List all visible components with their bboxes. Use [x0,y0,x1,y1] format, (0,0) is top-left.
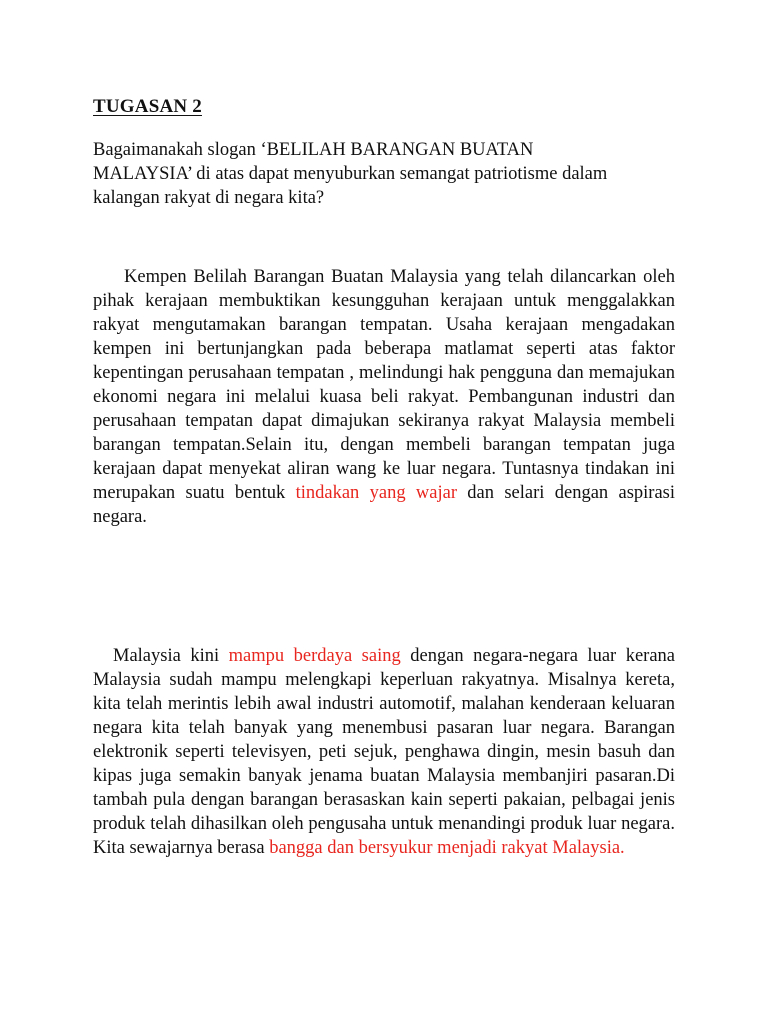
paragraph-2-highlight-1: mampu berdaya saing [228,646,401,666]
paragraph-1-text-before: Kempen Belilah Barangan Buatan Malaysia yang telah dilancarkan oleh pihak kerajaan membuktikan kesungguhan kerajaan untuk menggalakkan rakyat mengutamakan barangan tempatan. Usaha kerajaan mengadakan kempen ini bertunjangkan pada beberapa matlamat seperti atas faktor kepentingan perusahaan tempatan , melindungi hak pengguna dan memajukan ekonomi negara ini melalui kuasa beli rakyat. Pembangunan industri dan perusahaan tempatan dapat dimajukan sekiranya rakyat Malaysia membeli barangan tempatan.Selain itu, dengan membeli barangan tempatan juga kerajaan dapat menyekat aliran wang ke luar negara. Tuntasnya tindakan ini merupakan suatu bentuk [93,267,675,503]
document-title: TUGASAN 2 [93,96,202,117]
paragraph-1 [93,265,675,529]
paragraph-2 [93,644,675,860]
paragraph-2-text-before: Malaysia kini [113,646,229,666]
paragraph-1-text-after: dan selari dengan aspirasi negara. [93,483,675,527]
paragraph-2-highlight-2: bangga dan bersyukur menjadi rakyat Malaysia. [269,838,625,858]
paragraph-2-text-middle: dengan negara-negara luar kerana Malaysia sudah mampu melengkapi keperluan rakyatnya. Misalnya kereta, kita telah merintis lebih awal industri automotif, malahan kenderaan keluaran negara kita telah banyak yang menembusi pasaran luar negara. Barangan elektronik seperti televisyen, peti sejuk, penghawa dingin, mesin basuh dan kipas juga semakin banyak jenama buatan Malaysia membanjiri pasaran.Di tambah pula dengan barangan berasaskan kain seperti pakaian, pelbagai jenis produk telah dihasilkan oleh pengusaha untuk menandingi produk luar negara. Kita sewajarnya berasa [93,646,676,858]
paragraph-1-highlight: tindakan yang wajar [295,483,457,503]
assignment-question: Bagaimanakah slogan ‘BELILAH BARANGAN BUATAN MALAYSIA’ di atas dapat menyuburkan semangat patriotisme dalam kalangan rakyat di negara kita? [93,140,608,208]
